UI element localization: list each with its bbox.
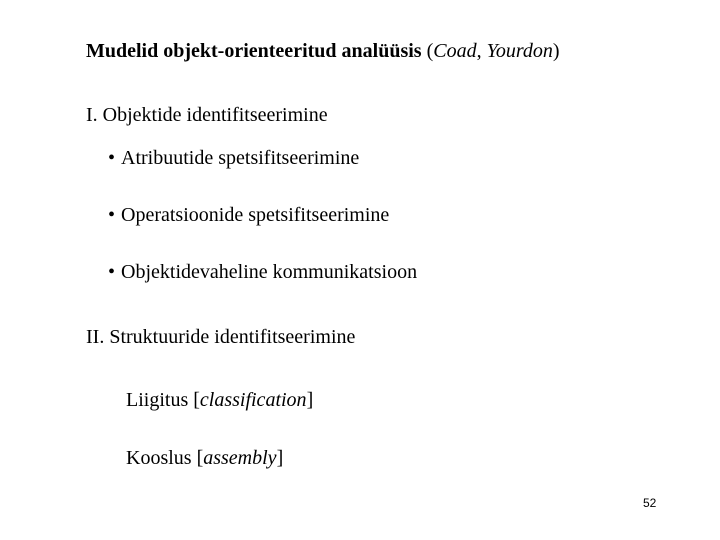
sub-item-close: ] [276, 447, 284, 469]
sub-item-classification [126, 389, 313, 412]
sub-item-translation: classification [199, 389, 307, 411]
bullet-icon: • [108, 204, 116, 226]
bullet-text: Atribuutide spetsifitseerimine [121, 147, 360, 169]
sub-item-term: Liigitus [ [126, 389, 200, 411]
title-separator: , [476, 40, 487, 62]
bullet-icon: • [108, 147, 116, 169]
sub-item-translation: assembly [203, 447, 277, 469]
title-main-text: Mudelid objekt-orienteeritud analüüsis [86, 40, 422, 62]
section-1-heading: I. Objektide identifitseerimine [86, 104, 328, 126]
title-author-yourdon: Yourdon [486, 40, 553, 62]
section-2-heading: II. Struktuuride identifitseerimine [86, 326, 356, 348]
sub-item-close: ] [306, 389, 314, 411]
bullet-item [108, 147, 359, 170]
sub-item-assembly [126, 447, 283, 470]
bullet-text: Objektidevaheline kommunikatsioon [121, 261, 418, 283]
bullet-item [108, 204, 389, 227]
page-number: 52 [643, 496, 657, 510]
title-paren-close: ) [552, 40, 560, 62]
title-author-coad: Coad [433, 40, 477, 62]
bullet-text: Operatsioonide spetsifitseerimine [121, 204, 390, 226]
title-paren-open: ( [421, 40, 434, 62]
slide-title [86, 40, 560, 63]
bullet-icon: • [108, 261, 116, 283]
bullet-item [108, 261, 417, 284]
sub-item-term: Kooslus [ [126, 447, 204, 469]
